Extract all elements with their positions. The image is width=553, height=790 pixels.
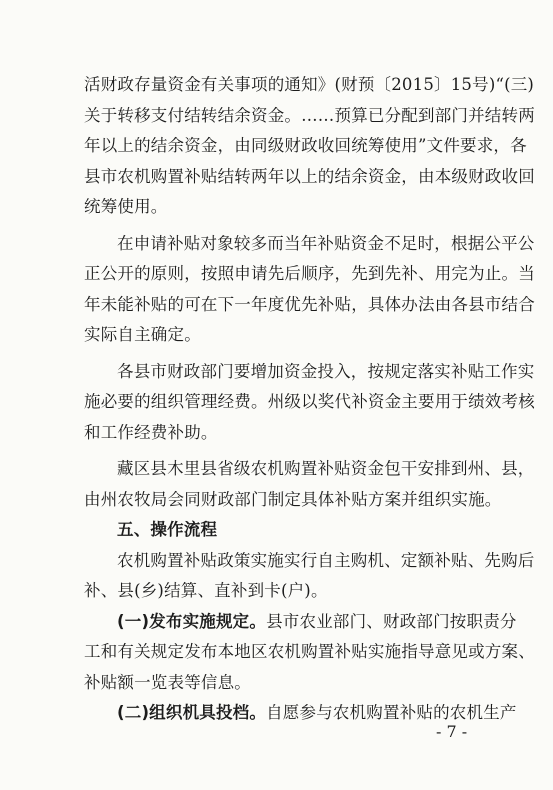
- paragraph-2-line: 正公开的原则，按照申请先后顺序，先到先补、用完为止。当: [84, 264, 535, 283]
- paragraph-4-line: 藏区县木里县省级农机购置补贴资金包干安排到州、县，: [117, 459, 535, 478]
- paragraph-1-line: 关于转移支付结转结余资金。……预算已分配到部门并结转两: [84, 105, 535, 125]
- paragraph-3-line: 施必要的组织管理经费。州级以奖代补资金主要用于绩效考核: [84, 392, 535, 411]
- paragraph-1-line: 县市农机购置补贴结转两年以上的结余资金，由本级财政收回: [84, 166, 535, 186]
- paragraph-2-line: 实际自主确定。: [84, 325, 201, 344]
- paragraph-2-line: 年未能补贴的可在下一年度优先补贴，具体办法由各县市结合: [84, 294, 535, 314]
- item-1-title: (一)发布实施规定。: [117, 611, 267, 631]
- paragraph-2-line: 在申请补贴对象较多而当年补贴资金不足时，根据公平公: [117, 233, 535, 253]
- paragraph-1-line: 统筹使用。: [84, 197, 168, 216]
- page-number: - 7 -: [436, 722, 468, 741]
- section-heading: 五、操作流程: [117, 520, 218, 539]
- paragraph-2: [84, 229, 535, 351]
- paragraph-4-line: 由州农牧局会同财政部门制定具体补贴方案并组织实施。: [84, 489, 502, 509]
- item-1-text: 县市农业部门、财政部门按职责分: [266, 611, 517, 631]
- item-2-title: (二)组织机具投档。: [117, 703, 267, 722]
- paragraph-5-line: 补、县(乡)结算、直补到卡(户)。: [84, 581, 328, 600]
- paragraph-1-line: 年以上的结余资金，由同级财政收回统筹使用”文件要求，各: [84, 136, 527, 155]
- item-1: [84, 607, 535, 699]
- paragraph-1-line: 活财政存量资金有关事项的通知》(财预〔2015〕15号)“(三): [84, 75, 535, 94]
- paragraph-3: [84, 357, 535, 449]
- paragraph-3-line: 和工作经费补助。: [84, 422, 218, 442]
- item-1-first-line: [84, 607, 517, 638]
- item-1-line: 工和有关规定发布本地区农机购置补贴实施指导意见或方案、: [84, 642, 535, 661]
- paragraph-5: [84, 546, 535, 607]
- item-2: [84, 698, 517, 729]
- paragraph-1: [84, 70, 535, 223]
- paragraph-3-line: 各县市财政部门要增加资金投入，按规定落实补贴工作实: [117, 361, 535, 381]
- paragraph-5-line: 农机购置补贴政策实施实行自主购机、定额补贴、先购后: [117, 550, 535, 570]
- item-1-line: 补贴额一览表等信息。: [84, 672, 251, 692]
- item-2-text: 自愿参与农机购置补贴的农机生产: [266, 703, 517, 722]
- paragraph-4: [84, 454, 535, 515]
- page-body: [84, 70, 535, 729]
- item-2-first-line: [84, 698, 517, 729]
